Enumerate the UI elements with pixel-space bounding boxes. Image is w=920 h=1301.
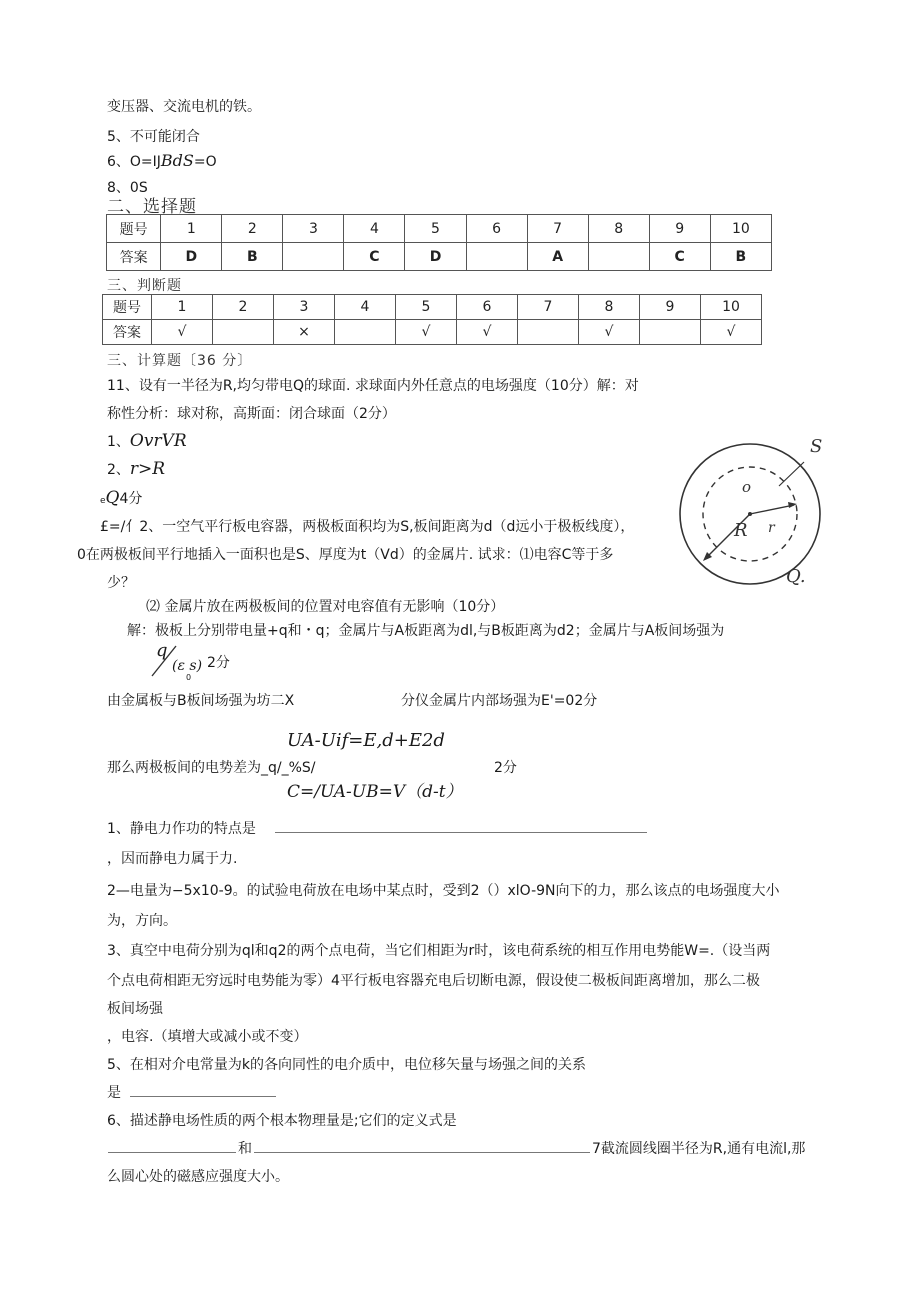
sphere-diagram [676, 432, 836, 592]
label-R: R [734, 520, 748, 541]
choice-row2-label: 答案 [107, 243, 161, 271]
judge-ans-4 [335, 320, 396, 345]
fill-5-blank [130, 1096, 276, 1097]
choice-num-8: 8 [588, 215, 649, 243]
potential-line: 那么两极板间的电势差为_q/_%S/ [107, 760, 316, 776]
choice-num-5: 5 [405, 215, 466, 243]
text-line-6: 6、O=IJBdS=O [107, 151, 217, 170]
choice-ans-6 [466, 243, 527, 271]
choice-ans-1: D [161, 243, 222, 271]
judge-num-4: 4 [335, 295, 396, 320]
judge-num-1: 1 [152, 295, 213, 320]
q11-line1: 11、设有一半径为R,均匀带电Q的球面. 求球面内外任意点的电场强度（10分）解：对 [107, 378, 639, 394]
judge-ans-8: √ [579, 320, 640, 345]
judge-ans-3: × [274, 320, 335, 345]
label-s: S [810, 436, 823, 457]
choice-num-1: 1 [161, 215, 222, 243]
judge-table [102, 294, 762, 345]
choice-ans-8 [588, 243, 649, 271]
choice-row1-label: 题号 [107, 215, 161, 243]
judge-num-9: 9 [640, 295, 701, 320]
choice-ans-7: A [527, 243, 588, 271]
case-1: 1、OvrVR [107, 431, 187, 451]
fill-6-blank-2 [254, 1152, 590, 1153]
judge-heading: 三、判断题 [107, 278, 182, 294]
q12-line2: 0在两极板间平行地插入一面积也是S、厚度为t（Vd）的金属片. 试求：⑴电容C等于多 [77, 547, 614, 563]
choice-num-6: 6 [466, 215, 527, 243]
judge-row2-label: 答案 [103, 320, 152, 345]
choice-num-2: 2 [222, 215, 283, 243]
fill-6a: 6、描述静电场性质的两个根本物理量是;它们的定义式是 [107, 1113, 457, 1129]
field-fraction: q (ε s) 0 [146, 640, 206, 680]
judge-num-5: 5 [396, 295, 457, 320]
choice-num-10: 10 [710, 215, 771, 243]
fill-1a: 1、静电力作功的特点是 [107, 821, 256, 837]
choice-ans-5: D [405, 243, 466, 271]
fill-4: ，电容.（填增大或减小或不变） [107, 1029, 308, 1045]
choice-ans-10: B [710, 243, 771, 271]
s-pointer-line [779, 462, 804, 486]
judge-num-6: 6 [457, 295, 518, 320]
solution-line2a: 由金属板与B板间场强为坊二X [107, 693, 295, 709]
choice-ans-3 [283, 243, 344, 271]
judge-ans-9 [640, 320, 701, 345]
fill-3b: 个点电荷相距无穷远时电势能为零）4平行板电容器充电后切断电源，假设使二极板间距离增加，那么二极 [107, 973, 760, 989]
judge-num-10: 10 [701, 295, 762, 320]
radius-r-arrowhead [788, 502, 797, 508]
text-line-5: 5、不可能闭合 [107, 129, 200, 145]
fill-6c: 么圆心处的磁感应强度大小。 [107, 1169, 289, 1185]
label-r: r [768, 520, 775, 536]
q12-line3: 少？ [107, 575, 135, 591]
judge-ans-7 [518, 320, 579, 345]
judge-ans-2 [213, 320, 274, 345]
fill-5a: 5、在相对介电常量为k的各向同性的电介质中，电位移矢量与场强之间的关系 [107, 1057, 587, 1073]
calc-heading: 三、计算题〔36 分〕 [107, 353, 253, 369]
choice-num-4: 4 [344, 215, 405, 243]
text-line-8: 8、0S [107, 180, 148, 196]
solution-line1: 解：极板上分别带电量+q和・q；金属片与A板距离为dl,与B板距离为d2；金属片与A板间场强为 [127, 623, 725, 639]
fraction-score: 2分 [207, 655, 230, 671]
fill-1-blank [275, 832, 647, 833]
fill-2b: 为，方向。 [107, 913, 177, 929]
judge-row1-label: 题号 [103, 295, 152, 320]
label-Q: Q. [786, 566, 806, 587]
judge-ans-6: √ [457, 320, 518, 345]
fill-1b: ，因而静电力属于力. [107, 851, 238, 867]
fill-3a: 3、真空中电荷分别为ql和q2的两个点电荷，当它们相距为r时，该电荷系统的相互作用电势能W=.（设当两 [107, 943, 771, 959]
choice-heading: 二、选择题 [107, 197, 197, 217]
case-2: 2、r>R [107, 459, 166, 479]
solution-line2b: 分仪金属片内部场强为E'=02分 [401, 693, 598, 709]
choice-num-3: 3 [283, 215, 344, 243]
potential-score: 2分 [494, 760, 517, 776]
judge-num-8: 8 [579, 295, 640, 320]
eq-q-score: eQ4分 [100, 488, 143, 508]
judge-num-3: 3 [274, 295, 335, 320]
judge-ans-1: √ [152, 320, 213, 345]
choice-ans-2: B [222, 243, 283, 271]
judge-num-2: 2 [213, 295, 274, 320]
choice-table [106, 214, 772, 271]
judge-num-7: 7 [518, 295, 579, 320]
label-o: o [742, 478, 752, 496]
capacitance-formula: C=/UA-UB=V（d-t） [287, 782, 463, 802]
fill-2a: 2—电量为−5x10-9。的试验电荷放在电场中某点时，受到2（）xlO-9N向下的力，那么该点的电场强度大小 [107, 883, 780, 899]
choice-ans-4: C [344, 243, 405, 271]
q12-line1: £=/亻2、一空气平行板电容器，两极板面积均为S,板间距离为d（d远小于极板线度）， [100, 519, 635, 535]
fill-5b: 是 [107, 1085, 121, 1101]
fill-6b-end: 7截流圆线圈半径为R,通有电流l,那 [592, 1141, 806, 1157]
text-line-transformer: 变压器、交流电机的铁。 [107, 99, 261, 115]
fill-3c: 板间场强 [107, 1001, 163, 1017]
q12-line4: ⑵ 金属片放在两极板间的位置对电容值有无影响（10分） [146, 599, 505, 615]
judge-ans-5: √ [396, 320, 457, 345]
choice-ans-9: C [649, 243, 710, 271]
ua-formula: UA-Uif=E,d+E2d [287, 730, 445, 751]
choice-num-7: 7 [527, 215, 588, 243]
radius-r-arrow [750, 505, 794, 514]
choice-num-9: 9 [649, 215, 710, 243]
q11-line2: 称性分析：球对称，高斯面：闭合球面（2分） [107, 406, 396, 422]
fill-6b-mid: 和 [238, 1141, 252, 1157]
fill-6-blank-1 [108, 1152, 236, 1153]
judge-ans-10: √ [701, 320, 762, 345]
